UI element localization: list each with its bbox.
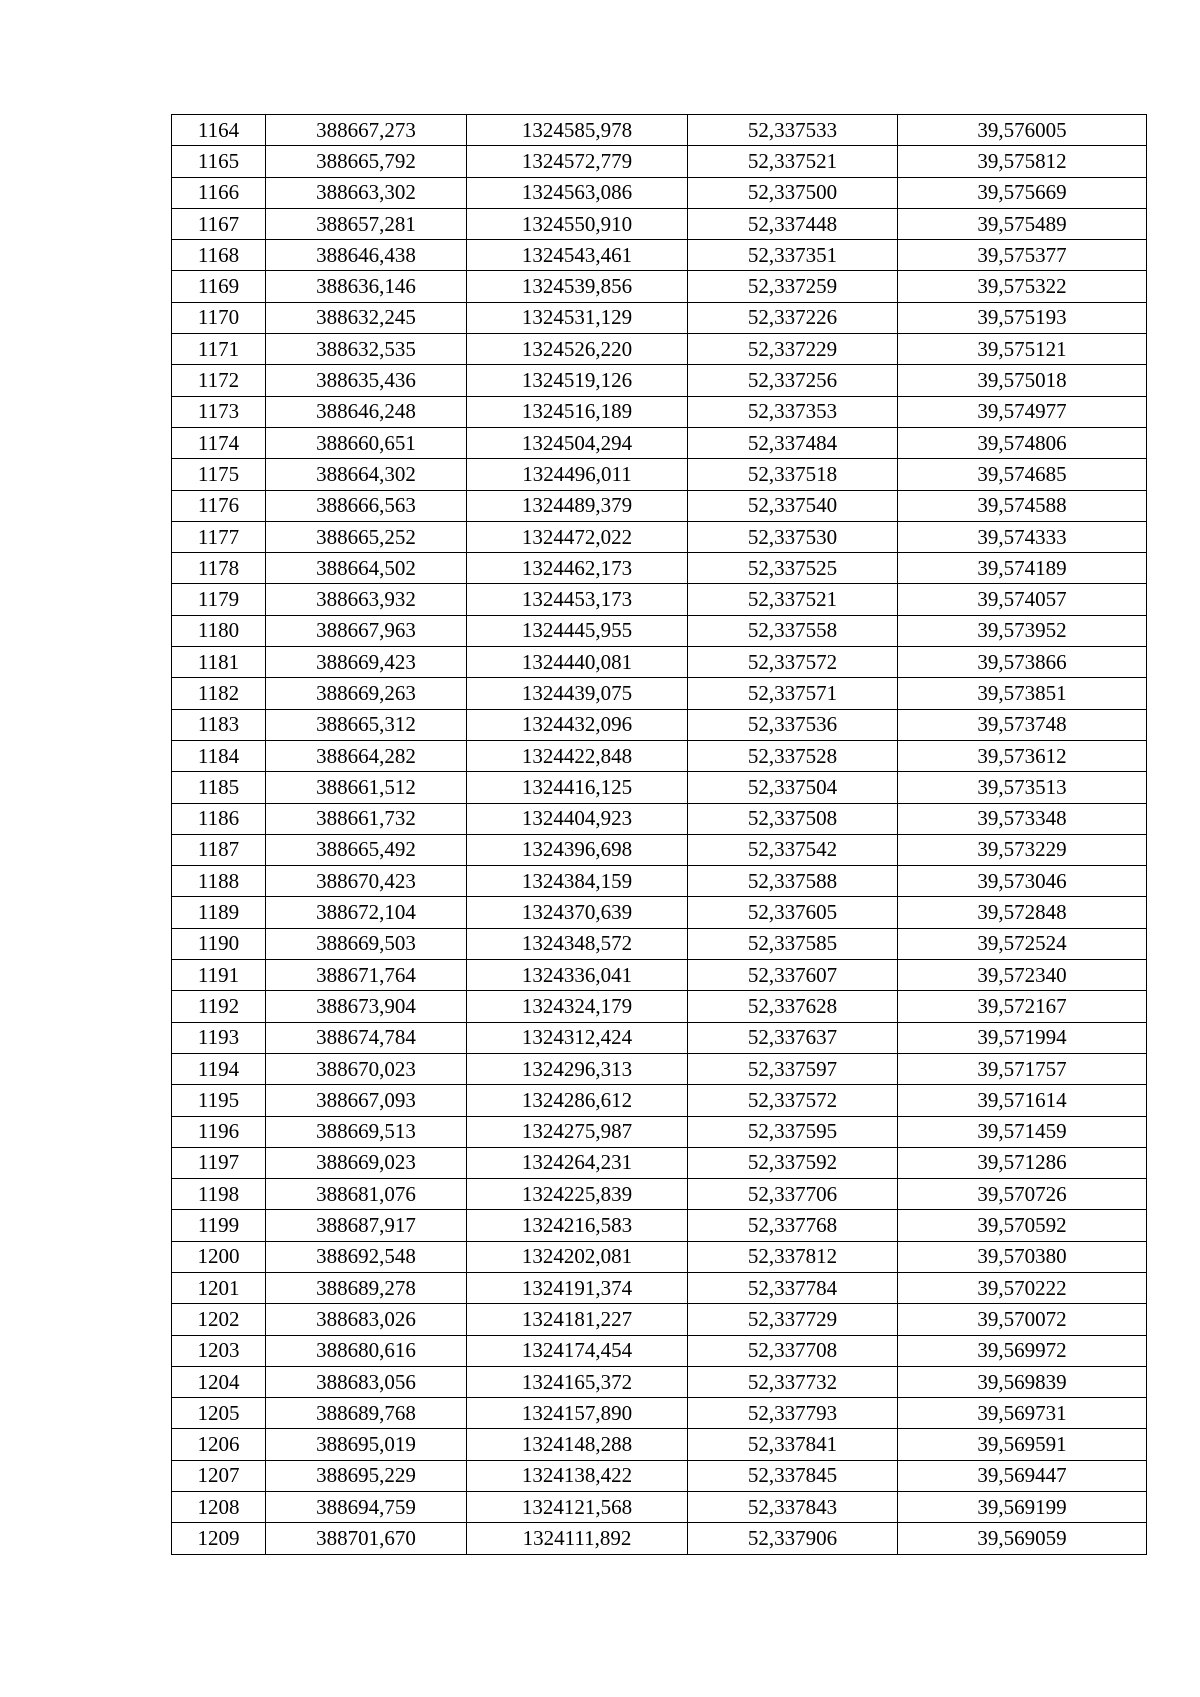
x-coordinate-cell: 388664,282 [266,740,467,771]
x-coordinate-cell: 388635,436 [266,365,467,396]
table-row [172,177,1147,208]
table-row [172,991,1147,1022]
y-coordinate-cell: 1324550,910 [467,208,688,239]
y-coordinate-cell: 1324445,955 [467,615,688,646]
table-row [172,1272,1147,1303]
longitude-cell: 39,575018 [898,365,1147,396]
y-coordinate-cell: 1324496,011 [467,459,688,490]
y-coordinate-cell: 1324572,779 [467,146,688,177]
point-number-cell: 1175 [172,459,266,490]
longitude-cell: 39,573952 [898,615,1147,646]
latitude-cell: 52,337536 [688,709,898,740]
x-coordinate-cell: 388695,019 [266,1429,467,1460]
x-coordinate-cell: 388646,438 [266,240,467,271]
x-coordinate-cell: 388664,502 [266,553,467,584]
longitude-cell: 39,574685 [898,459,1147,490]
y-coordinate-cell: 1324348,572 [467,928,688,959]
point-number-cell: 1171 [172,334,266,365]
latitude-cell: 52,337540 [688,490,898,521]
longitude-cell: 39,570380 [898,1241,1147,1272]
point-number-cell: 1174 [172,427,266,458]
latitude-cell: 52,337729 [688,1304,898,1335]
point-number-cell: 1198 [172,1179,266,1210]
y-coordinate-cell: 1324453,173 [467,584,688,615]
longitude-cell: 39,574333 [898,521,1147,552]
longitude-cell: 39,569972 [898,1335,1147,1366]
y-coordinate-cell: 1324312,424 [467,1022,688,1053]
latitude-cell: 52,337571 [688,678,898,709]
longitude-cell: 39,575812 [898,146,1147,177]
y-coordinate-cell: 1324440,081 [467,647,688,678]
point-number-cell: 1199 [172,1210,266,1241]
point-number-cell: 1201 [172,1272,266,1303]
point-number-cell: 1184 [172,740,266,771]
longitude-cell: 39,574806 [898,427,1147,458]
table-row [172,1429,1147,1460]
y-coordinate-cell: 1324216,583 [467,1210,688,1241]
longitude-cell: 39,569591 [898,1429,1147,1460]
x-coordinate-cell: 388670,423 [266,866,467,897]
y-coordinate-cell: 1324225,839 [467,1179,688,1210]
table-row [172,1335,1147,1366]
latitude-cell: 52,337484 [688,427,898,458]
point-number-cell: 1203 [172,1335,266,1366]
point-number-cell: 1169 [172,271,266,302]
x-coordinate-cell: 388636,146 [266,271,467,302]
table-row [172,240,1147,271]
latitude-cell: 52,337542 [688,834,898,865]
latitude-cell: 52,337226 [688,302,898,333]
x-coordinate-cell: 388646,248 [266,396,467,427]
x-coordinate-cell: 388663,302 [266,177,467,208]
y-coordinate-cell: 1324563,086 [467,177,688,208]
x-coordinate-cell: 388673,904 [266,991,467,1022]
y-coordinate-cell: 1324286,612 [467,1085,688,1116]
y-coordinate-cell: 1324121,568 [467,1492,688,1523]
point-number-cell: 1177 [172,521,266,552]
latitude-cell: 52,337521 [688,584,898,615]
table-row [172,1179,1147,1210]
latitude-cell: 52,337229 [688,334,898,365]
longitude-cell: 39,575669 [898,177,1147,208]
y-coordinate-cell: 1324157,890 [467,1398,688,1429]
latitude-cell: 52,337500 [688,177,898,208]
point-number-cell: 1187 [172,834,266,865]
x-coordinate-cell: 388701,670 [266,1523,467,1554]
table-row [172,678,1147,709]
latitude-cell: 52,337521 [688,146,898,177]
point-number-cell: 1165 [172,146,266,177]
x-coordinate-cell: 388669,263 [266,678,467,709]
latitude-cell: 52,337637 [688,1022,898,1053]
point-number-cell: 1172 [172,365,266,396]
y-coordinate-cell: 1324585,978 [467,115,688,146]
table-row [172,709,1147,740]
table-row [172,1460,1147,1491]
latitude-cell: 52,337504 [688,772,898,803]
y-coordinate-cell: 1324416,125 [467,772,688,803]
longitude-cell: 39,573513 [898,772,1147,803]
longitude-cell: 39,571614 [898,1085,1147,1116]
latitude-cell: 52,337518 [688,459,898,490]
x-coordinate-cell: 388632,245 [266,302,467,333]
table-row [172,1210,1147,1241]
table-row [172,553,1147,584]
x-coordinate-cell: 388665,252 [266,521,467,552]
table-row [172,772,1147,803]
longitude-cell: 39,573851 [898,678,1147,709]
x-coordinate-cell: 388689,278 [266,1272,467,1303]
point-number-cell: 1206 [172,1429,266,1460]
x-coordinate-cell: 388683,056 [266,1366,467,1397]
longitude-cell: 39,573866 [898,647,1147,678]
point-number-cell: 1178 [172,553,266,584]
y-coordinate-cell: 1324111,892 [467,1523,688,1554]
table-row [172,584,1147,615]
table-row [172,427,1147,458]
longitude-cell: 39,576005 [898,115,1147,146]
y-coordinate-cell: 1324384,159 [467,866,688,897]
latitude-cell: 52,337351 [688,240,898,271]
table-row [172,1022,1147,1053]
longitude-cell: 39,571757 [898,1053,1147,1084]
x-coordinate-cell: 388680,616 [266,1335,467,1366]
x-coordinate-cell: 388681,076 [266,1179,467,1210]
y-coordinate-cell: 1324539,856 [467,271,688,302]
point-number-cell: 1164 [172,115,266,146]
longitude-cell: 39,572524 [898,928,1147,959]
y-coordinate-cell: 1324138,422 [467,1460,688,1491]
point-number-cell: 1204 [172,1366,266,1397]
y-coordinate-cell: 1324543,461 [467,240,688,271]
x-coordinate-cell: 388669,023 [266,1147,467,1178]
longitude-cell: 39,574057 [898,584,1147,615]
point-number-cell: 1166 [172,177,266,208]
table-row [172,1304,1147,1335]
table-row [172,1085,1147,1116]
y-coordinate-cell: 1324202,081 [467,1241,688,1272]
x-coordinate-cell: 388661,732 [266,803,467,834]
table-row [172,146,1147,177]
table-row [172,1241,1147,1272]
x-coordinate-cell: 388692,548 [266,1241,467,1272]
latitude-cell: 52,337812 [688,1241,898,1272]
x-coordinate-cell: 388670,023 [266,1053,467,1084]
latitude-cell: 52,337259 [688,271,898,302]
longitude-cell: 39,569731 [898,1398,1147,1429]
x-coordinate-cell: 388666,563 [266,490,467,521]
longitude-cell: 39,574977 [898,396,1147,427]
latitude-cell: 52,337793 [688,1398,898,1429]
point-number-cell: 1200 [172,1241,266,1272]
longitude-cell: 39,575322 [898,271,1147,302]
latitude-cell: 52,337572 [688,1085,898,1116]
x-coordinate-cell: 388664,302 [266,459,467,490]
table-row [172,1116,1147,1147]
latitude-cell: 52,337784 [688,1272,898,1303]
y-coordinate-cell: 1324370,639 [467,897,688,928]
x-coordinate-cell: 388667,273 [266,115,467,146]
coordinates-table-body [172,115,1147,1555]
longitude-cell: 39,575193 [898,302,1147,333]
longitude-cell: 39,572848 [898,897,1147,928]
latitude-cell: 52,337528 [688,740,898,771]
x-coordinate-cell: 388695,229 [266,1460,467,1491]
table-row [172,897,1147,928]
table-row [172,459,1147,490]
latitude-cell: 52,337845 [688,1460,898,1491]
latitude-cell: 52,337256 [688,365,898,396]
longitude-cell: 39,570726 [898,1179,1147,1210]
x-coordinate-cell: 388663,932 [266,584,467,615]
y-coordinate-cell: 1324148,288 [467,1429,688,1460]
point-number-cell: 1188 [172,866,266,897]
y-coordinate-cell: 1324264,231 [467,1147,688,1178]
longitude-cell: 39,569199 [898,1492,1147,1523]
point-number-cell: 1202 [172,1304,266,1335]
point-number-cell: 1209 [172,1523,266,1554]
point-number-cell: 1205 [172,1398,266,1429]
latitude-cell: 52,337595 [688,1116,898,1147]
table-row [172,960,1147,991]
latitude-cell: 52,337706 [688,1179,898,1210]
table-row [172,1523,1147,1554]
latitude-cell: 52,337841 [688,1429,898,1460]
y-coordinate-cell: 1324191,374 [467,1272,688,1303]
latitude-cell: 52,337732 [688,1366,898,1397]
x-coordinate-cell: 388669,503 [266,928,467,959]
table-row [172,271,1147,302]
point-number-cell: 1191 [172,960,266,991]
latitude-cell: 52,337597 [688,1053,898,1084]
table-row [172,866,1147,897]
x-coordinate-cell: 388660,651 [266,427,467,458]
point-number-cell: 1173 [172,396,266,427]
point-number-cell: 1179 [172,584,266,615]
y-coordinate-cell: 1324472,022 [467,521,688,552]
longitude-cell: 39,573046 [898,866,1147,897]
point-number-cell: 1182 [172,678,266,709]
longitude-cell: 39,569447 [898,1460,1147,1491]
x-coordinate-cell: 388671,764 [266,960,467,991]
latitude-cell: 52,337605 [688,897,898,928]
x-coordinate-cell: 388674,784 [266,1022,467,1053]
y-coordinate-cell: 1324336,041 [467,960,688,991]
table-row [172,647,1147,678]
table-row [172,521,1147,552]
table-row [172,490,1147,521]
x-coordinate-cell: 388661,512 [266,772,467,803]
y-coordinate-cell: 1324462,173 [467,553,688,584]
y-coordinate-cell: 1324516,189 [467,396,688,427]
table-row [172,365,1147,396]
x-coordinate-cell: 388694,759 [266,1492,467,1523]
longitude-cell: 39,572340 [898,960,1147,991]
longitude-cell: 39,570222 [898,1272,1147,1303]
y-coordinate-cell: 1324396,698 [467,834,688,865]
longitude-cell: 39,570592 [898,1210,1147,1241]
latitude-cell: 52,337585 [688,928,898,959]
y-coordinate-cell: 1324296,313 [467,1053,688,1084]
longitude-cell: 39,573612 [898,740,1147,771]
latitude-cell: 52,337572 [688,647,898,678]
x-coordinate-cell: 388672,104 [266,897,467,928]
point-number-cell: 1170 [172,302,266,333]
y-coordinate-cell: 1324174,454 [467,1335,688,1366]
x-coordinate-cell: 388669,423 [266,647,467,678]
longitude-cell: 39,570072 [898,1304,1147,1335]
longitude-cell: 39,569059 [898,1523,1147,1554]
y-coordinate-cell: 1324324,179 [467,991,688,1022]
point-number-cell: 1167 [172,208,266,239]
latitude-cell: 52,337588 [688,866,898,897]
y-coordinate-cell: 1324489,379 [467,490,688,521]
latitude-cell: 52,337592 [688,1147,898,1178]
y-coordinate-cell: 1324504,294 [467,427,688,458]
point-number-cell: 1197 [172,1147,266,1178]
y-coordinate-cell: 1324526,220 [467,334,688,365]
y-coordinate-cell: 1324439,075 [467,678,688,709]
longitude-cell: 39,574588 [898,490,1147,521]
table-row [172,1366,1147,1397]
latitude-cell: 52,337508 [688,803,898,834]
table-row [172,302,1147,333]
longitude-cell: 39,571994 [898,1022,1147,1053]
y-coordinate-cell: 1324404,923 [467,803,688,834]
table-row [172,115,1147,146]
latitude-cell: 52,337533 [688,115,898,146]
y-coordinate-cell: 1324531,129 [467,302,688,333]
point-number-cell: 1183 [172,709,266,740]
point-number-cell: 1207 [172,1460,266,1491]
point-number-cell: 1186 [172,803,266,834]
longitude-cell: 39,575377 [898,240,1147,271]
x-coordinate-cell: 388665,792 [266,146,467,177]
longitude-cell: 39,569839 [898,1366,1147,1397]
latitude-cell: 52,337708 [688,1335,898,1366]
point-number-cell: 1185 [172,772,266,803]
point-number-cell: 1193 [172,1022,266,1053]
x-coordinate-cell: 388667,093 [266,1085,467,1116]
point-number-cell: 1181 [172,647,266,678]
table-row [172,615,1147,646]
y-coordinate-cell: 1324432,096 [467,709,688,740]
table-row [172,740,1147,771]
table-row [172,928,1147,959]
point-number-cell: 1194 [172,1053,266,1084]
longitude-cell: 39,575121 [898,334,1147,365]
latitude-cell: 52,337768 [688,1210,898,1241]
y-coordinate-cell: 1324165,372 [467,1366,688,1397]
y-coordinate-cell: 1324275,987 [467,1116,688,1147]
table-row [172,396,1147,427]
point-number-cell: 1168 [172,240,266,271]
table-row [172,208,1147,239]
table-row [172,834,1147,865]
point-number-cell: 1180 [172,615,266,646]
y-coordinate-cell: 1324181,227 [467,1304,688,1335]
y-coordinate-cell: 1324519,126 [467,365,688,396]
point-number-cell: 1192 [172,991,266,1022]
latitude-cell: 52,337607 [688,960,898,991]
point-number-cell: 1190 [172,928,266,959]
table-row [172,334,1147,365]
x-coordinate-cell: 388683,026 [266,1304,467,1335]
longitude-cell: 39,573348 [898,803,1147,834]
latitude-cell: 52,337628 [688,991,898,1022]
table-row [172,1053,1147,1084]
x-coordinate-cell: 388667,963 [266,615,467,646]
x-coordinate-cell: 388669,513 [266,1116,467,1147]
longitude-cell: 39,573748 [898,709,1147,740]
x-coordinate-cell: 388687,917 [266,1210,467,1241]
latitude-cell: 52,337525 [688,553,898,584]
point-number-cell: 1195 [172,1085,266,1116]
x-coordinate-cell: 388665,492 [266,834,467,865]
x-coordinate-cell: 388689,768 [266,1398,467,1429]
longitude-cell: 39,573229 [898,834,1147,865]
point-number-cell: 1176 [172,490,266,521]
x-coordinate-cell: 388665,312 [266,709,467,740]
coordinates-table [171,114,1147,1555]
longitude-cell: 39,572167 [898,991,1147,1022]
point-number-cell: 1208 [172,1492,266,1523]
latitude-cell: 52,337530 [688,521,898,552]
latitude-cell: 52,337843 [688,1492,898,1523]
table-row [172,1398,1147,1429]
y-coordinate-cell: 1324422,848 [467,740,688,771]
x-coordinate-cell: 388657,281 [266,208,467,239]
x-coordinate-cell: 388632,535 [266,334,467,365]
longitude-cell: 39,574189 [898,553,1147,584]
point-number-cell: 1189 [172,897,266,928]
longitude-cell: 39,575489 [898,208,1147,239]
point-number-cell: 1196 [172,1116,266,1147]
latitude-cell: 52,337353 [688,396,898,427]
table-row [172,1492,1147,1523]
longitude-cell: 39,571459 [898,1116,1147,1147]
table-row [172,803,1147,834]
table-row [172,1147,1147,1178]
latitude-cell: 52,337906 [688,1523,898,1554]
longitude-cell: 39,571286 [898,1147,1147,1178]
latitude-cell: 52,337558 [688,615,898,646]
latitude-cell: 52,337448 [688,208,898,239]
